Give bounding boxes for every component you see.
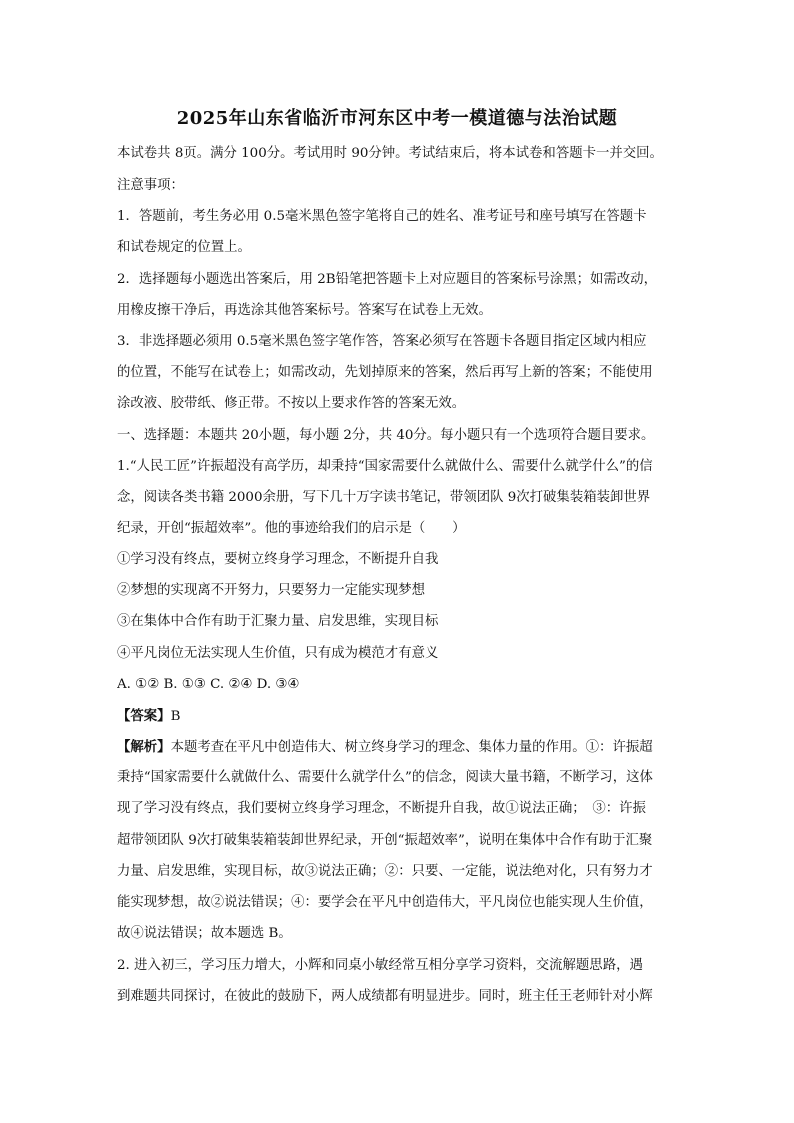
question-1-stem-line-2: 念，阅读各类书籍 2000余册，写下几十万字读书笔记，带领团队 9次打破集装箱装卸世界 — [117, 490, 651, 505]
document-title: 2025年山东省临沂市河东区中考一模道德与法治试题 — [176, 108, 618, 129]
question-1-analysis-line-2: 秉持“国家需要什么就做什么、需要什么就学什么”的信念，阅读大量书籍，不断学习，这体 — [117, 770, 653, 785]
question-1-analysis-line-6: 能实现梦想，故②说法错误；④：要学会在平凡中创造伟大，平凡岗位也能实现人生价值， — [117, 895, 653, 910]
question-1-statement-4: ④平凡岗位无法实现人生价值，只有成为模范才有意义 — [117, 646, 439, 661]
question-1-statement-3: ③在集体中合作有助于汇聚力量、启发思维，实现目标 — [117, 614, 439, 629]
question-1-stem-line-1: 1.“人民工匠”许振超没有高学历，却秉持“国家需要什么就做什么、需要什么就学什么”的信 — [117, 459, 653, 474]
question-1-statement-1: ①学习没有终点，要树立终身学习理念，不断提升自我 — [117, 552, 439, 567]
question-1-analysis-line-3: 现了学习没有终点，我们要树立终身学习理念，不断提升自我，故①说法正确； ③：许振 — [117, 801, 646, 816]
note-1-line-1: 1．答题前，考生务必用 0.5毫米黑色签字笔将自己的姓名、准考证号和座号填写在答题卡 — [117, 209, 647, 224]
section-heading: 一、选择题：本题共 20小题，每小题 2分，共 40分。每小题只有一个选项符合题目要求。 — [117, 428, 655, 443]
question-1-stem-line-3: 纪录，开创“振超效率”。他的事迹给我们的启示是（ ） — [117, 521, 466, 536]
analysis-tag: 【解析】 — [117, 739, 171, 755]
answer-tag: 【答案】 — [117, 708, 171, 724]
note-2-line-1: 2．选择题每小题选出答案后，用 2B铅笔把答题卡上对应题目的答案标号涂黑；如需改动， — [117, 272, 657, 287]
note-3-line-2: 的位置，不能写在试卷上；如需改动，先划掉原来的答案，然后再写上新的答案；不能使用 — [117, 365, 653, 380]
question-1-statement-2: ②梦想的实现离不开努力，只要努力一定能实现梦想 — [117, 583, 425, 598]
answer-value: B — [170, 709, 181, 724]
analysis-first-text: 本题考查在平凡中创造伟大、树立终身学习的理念、集体力量的作用。①：许振超 — [170, 740, 653, 755]
question-2-stem-line-1: 2. 进入初三，学习压力增大，小辉和同桌小敏经常互相分享学习资料，交流解题思路，遇 — [117, 958, 643, 973]
question-1-analysis-line-4: 超带领团队 9次打破集装箱装卸世界纪录，开创“振超效率”，说明在集体中合作有助于汇聚 — [117, 833, 653, 848]
exam-intro: 本试卷共 8页。满分 100分。考试用时 90分钟。考试结束后，将本试卷和答题卡一并交回。 — [117, 146, 663, 161]
question-1-answer — [117, 707, 687, 726]
question-1-analysis-line-5: 力量、启发思维，实现目标，故③说法正确；②：只要、一定能，说法绝对化，只有努力才 — [117, 864, 653, 879]
note-3-line-3: 涂改液、胶带纸、修正带。不按以上要求作答的答案无效。 — [117, 396, 466, 411]
note-1-line-2: 和试卷规定的位置上。 — [117, 240, 251, 255]
question-1-options: A. ①② B. ①③ C. ②④ D. ③④ — [117, 677, 300, 692]
notes-heading: 注意事项： — [117, 178, 184, 193]
note-2-line-2: 用橡皮擦干净后，再选涂其他答案标号。答案写在试卷上无效。 — [117, 303, 492, 318]
question-1-analysis-line-7: 故④说法错误；故本题选 B。 — [117, 926, 292, 941]
question-2-stem-line-2: 到难题共同探讨，在彼此的鼓励下，两人成绩都有明显进步。同时，班主任王老师针对小辉 — [117, 989, 653, 1004]
question-1-analysis-line-1 — [117, 738, 687, 757]
note-3-line-1: 3．非选择题必须用 0.5毫米黑色签字笔作答，答案必须写在答题卡各题目指定区域内相应 — [117, 334, 647, 349]
